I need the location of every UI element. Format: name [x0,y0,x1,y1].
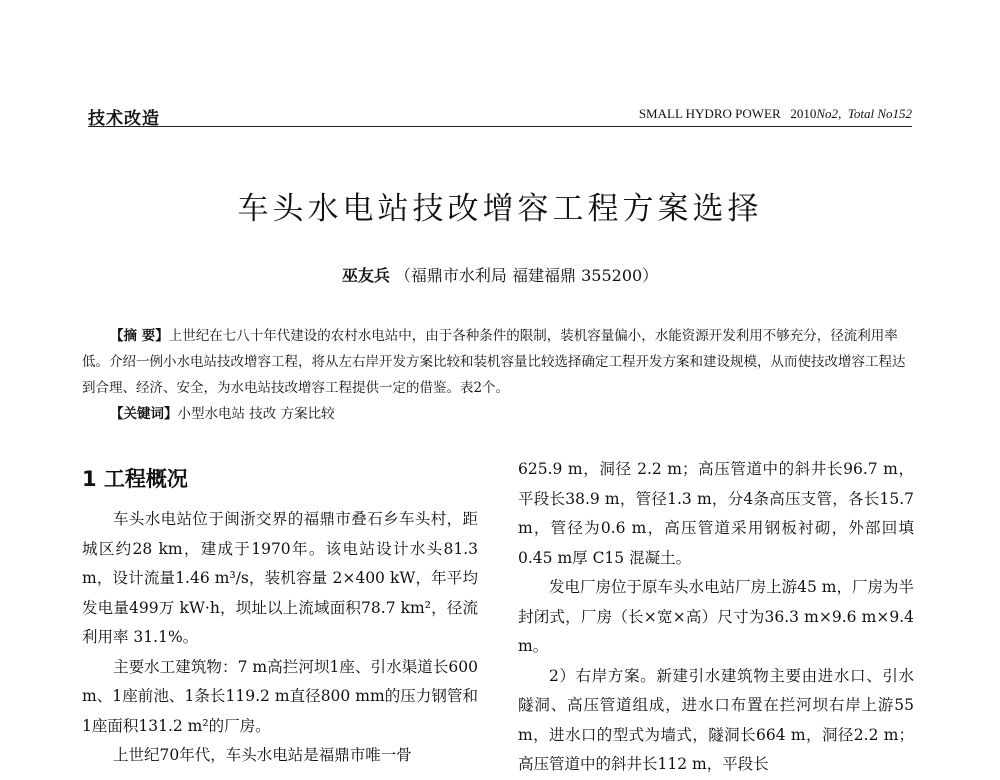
body-paragraph: 上世纪70年代，车头水电站是福鼎市唯一骨 [113,746,412,764]
abstract-paragraph [82,323,916,401]
author-affiliation: （福鼎市水利局 福建福鼎 355200） [394,266,659,285]
keywords-text: 小型水电站 技改 方案比较 [177,406,335,422]
author-line [0,263,1000,286]
keywords-paragraph [82,401,916,427]
body-paragraph: 发电厂房位于原车头水电站厂房上游45 m，厂房为半封闭式，厂房（长×宽×高）尺寸为36.3 m×9.6 m×9.4 m。 [518,578,914,655]
body-paragraph: 主要水工建筑物：7 m高拦河坝1座、引水渠道长600 m、1座前池、1条长119.2 m直径800 mm的压力钢管和1座面积131.2 m²的厂房。 [82,657,478,735]
article-title: 车头水电站技改增容工程方案选择 [237,191,763,227]
abstract-label: 【摘 要】 [110,328,169,344]
keywords-label: 【关键词】 [110,406,178,422]
journal-name: SMALL HYDRO POWER [638,106,781,121]
issue-year: 2010 [790,106,817,121]
issue-number: No2 [816,106,839,121]
body-paragraph: 2）右岸方案。新建引水建筑物主要由进水口、引水隧洞、高压管道组成，进水口布置在拦河坝右岸上游55 m，进水口的型式为墙式，隧洞长664 m，洞径2.2 m；高压管道中的斜井长112 m，平段长 [518,666,914,773]
right-column [518,455,914,780]
header-section-label: 技术改造 [88,109,160,129]
header-rule [88,126,912,127]
abstract-block [82,323,916,427]
header-journal-info: SMALL HYDRO POWER 2010No2, Total No152 [638,106,912,121]
abstract-text: 上世纪在七八十年代建设的农村水电站中，由于各种条件的限制，装机容量偏小，水能资源开发利用不够充分，径流利用率低。介绍一例小水电站技改增容工程，将从左右岸开发方案比较和装机容量比较选择确定工程开发方案和建设规模，从而使技改增容工程达到合理、经济、安全，为水电站技改增容工程提供一定的借鉴。表2个。 [82,328,906,396]
body-paragraph: 车头水电站位于闽浙交界的福鼎市叠石乡车头村，距城区约28 km，建成于1970年。该电站设计水头81.3 m，设计流量1.46 m³/s，装机容量 2×400 kW，年平均发电量499万 kW·h，坝址以上流域面积78.7 km²，径流利用率 31.1%。 [82,510,478,646]
section-heading: 1 工程概况 [82,467,188,491]
body-paragraph: 625.9 m，洞径 2.2 m；高压管道中的斜井长96.7 m，平段长38.9 m，管径1.3 m，分4条高压支管，各长15.7 m，管径为0.6 m，高压管道采用钢板衬砌，外部回填0.45 m厚 C15 混凝土。 [518,460,914,567]
author-name: 巫友兵 [341,266,390,285]
total-number: Total No152 [847,106,912,121]
left-column [82,455,478,771]
